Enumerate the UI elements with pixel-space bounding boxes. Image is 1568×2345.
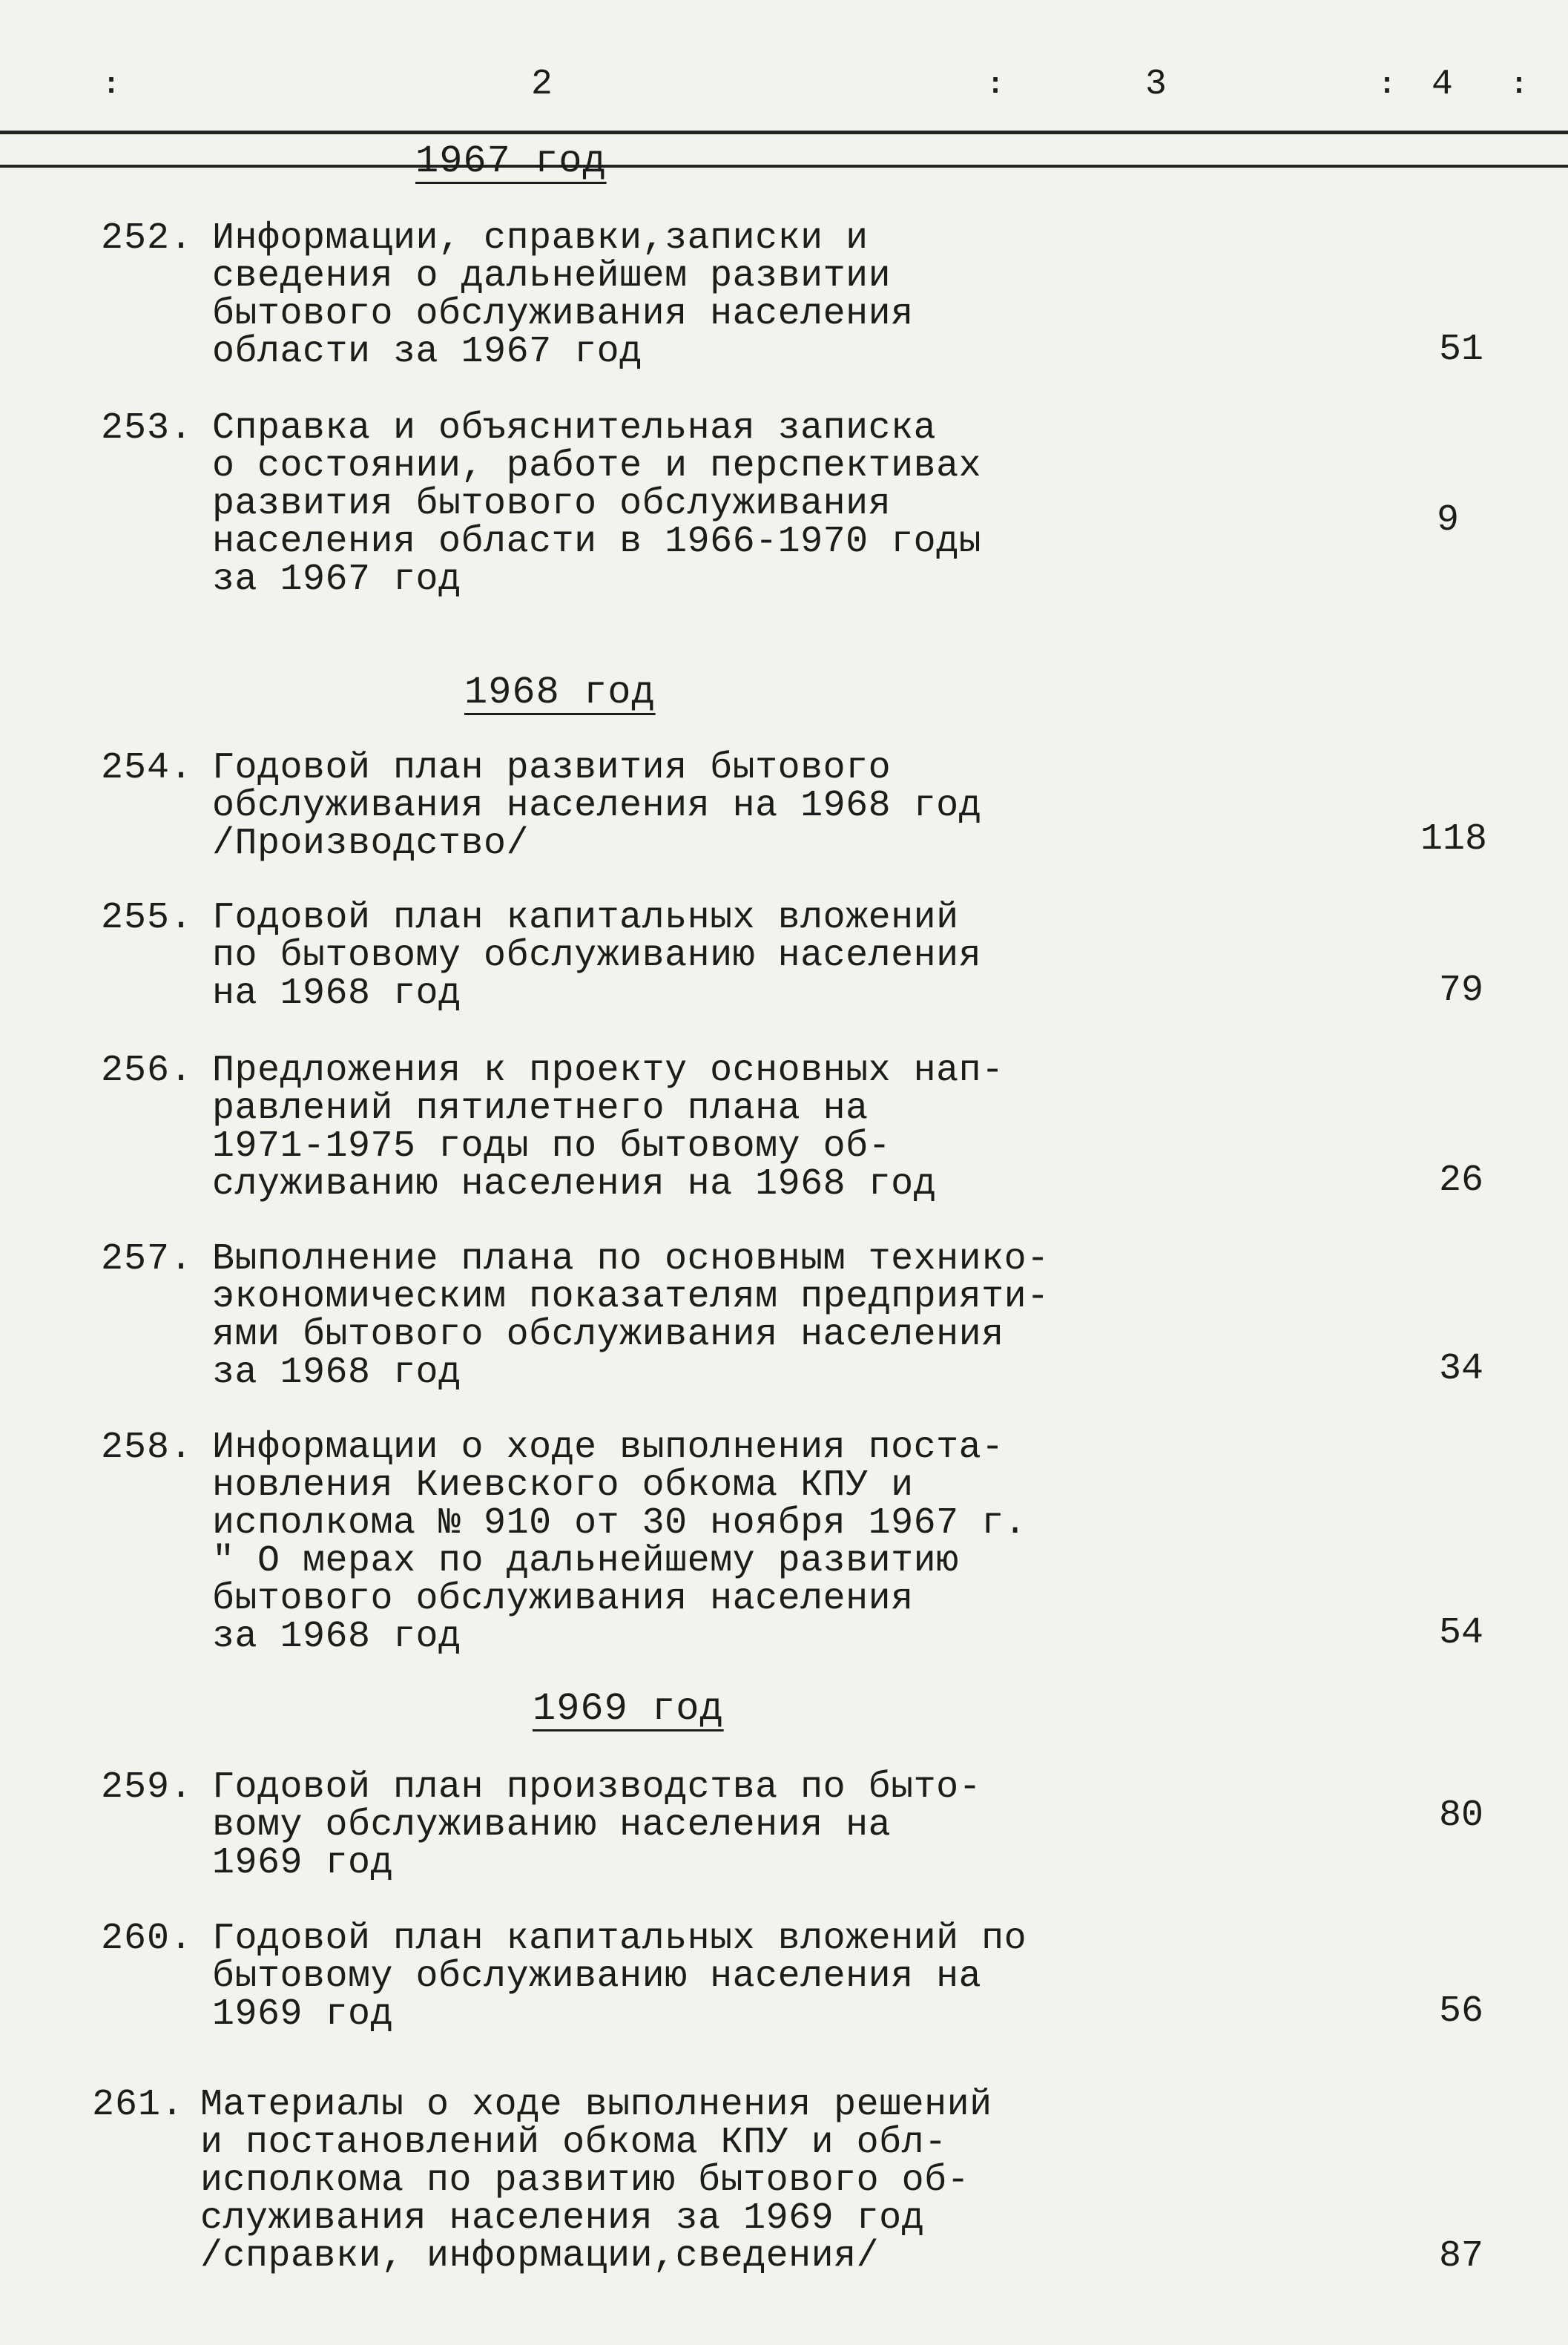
entry-page-count: 56 — [1438, 1990, 1483, 2033]
header-rule-top — [0, 131, 1568, 134]
entry-title-line: /Производство/ — [212, 823, 530, 865]
entry-title — [212, 749, 981, 863]
entry-title-line: новления Киевского обкома КПУ и — [212, 1464, 914, 1507]
entry-page-count: 79 — [1438, 970, 1483, 1012]
entry-title — [212, 1050, 1004, 1206]
entry-title-line: и постановлений обкома КПУ и обл- — [200, 2122, 947, 2164]
entry-number: 260. — [101, 1918, 194, 1960]
entry-title-line: за 1967 год — [212, 559, 461, 601]
entry-title-line: Предложения к проекту основных нап- — [212, 1050, 1004, 1092]
entry-number: 256. — [101, 1050, 194, 1092]
column-separator: : — [1510, 69, 1529, 102]
entry-title-line: Справка и объяснительная записка — [212, 407, 937, 450]
entry-title — [212, 407, 982, 601]
entry-page-count: 51 — [1438, 329, 1483, 371]
entry-number: 253. — [101, 407, 194, 450]
entry-title — [200, 2086, 992, 2275]
year-heading-1969: 1969 год — [533, 1687, 724, 1731]
entry-title-line: служиванию населения на 1968 год — [212, 1163, 937, 1206]
entry-title-line: за 1968 год — [212, 1616, 461, 1658]
entry-title-line: равлений пятилетнего плана на — [212, 1088, 869, 1130]
entry-title-line: 1969 год — [212, 1842, 394, 1884]
entry-title-line: Годовой план капитальных вложений — [212, 897, 959, 939]
entry-number: 259. — [101, 1766, 194, 1809]
entry-number: 261. — [92, 2084, 185, 2126]
year-heading-1968: 1968 год — [464, 671, 656, 714]
entry-title-line: бытовому обслуживанию населения на — [212, 1956, 982, 1998]
entry-title-line: ями бытового обслуживания населения — [212, 1314, 1004, 1356]
entry-title — [212, 217, 914, 373]
entry-title-line: Выполнение плана по основным технико- — [212, 1238, 1050, 1280]
entry-page-count: 87 — [1438, 2235, 1483, 2277]
entry-title-line: сведения о дальнейшем развитии — [212, 255, 892, 297]
entry-title — [212, 899, 981, 1013]
entry-title-line: Годовой план производства по быто- — [212, 1766, 982, 1809]
entry-title-line: экономическим показателям предприяти- — [212, 1276, 1050, 1318]
entry-title-line: Материалы о ходе выполнения решений — [200, 2084, 992, 2126]
entry-title-line: " О мерах по дальнейшему развитию — [212, 1540, 959, 1582]
column-number-2: 2 — [531, 65, 553, 105]
entry-title — [212, 1766, 982, 1884]
entry-title-line: бытового обслуживания населения — [212, 1578, 914, 1620]
column-number-4: 4 — [1432, 65, 1453, 105]
entry-title-line: по бытовому обслуживанию населения — [212, 935, 982, 977]
entry-title — [212, 1918, 1027, 2036]
column-header-band — [0, 62, 1568, 108]
entry-title-line: области за 1967 год — [212, 331, 642, 373]
header-rule-bottom — [0, 165, 1568, 168]
entry-title-line: служивания населения за 1969 год — [200, 2197, 925, 2240]
column-separator: : — [986, 69, 1005, 102]
entry-page-count: 26 — [1438, 1160, 1483, 1202]
year-heading-1967: 1967 год — [415, 139, 607, 183]
entry-number: 257. — [101, 1238, 194, 1280]
entry-title-line: вому обслуживанию населения на — [212, 1804, 892, 1846]
entry-title-line: за 1968 год — [212, 1352, 461, 1394]
entry-title-line: о состоянии, работе и перспективах — [212, 445, 982, 487]
entry-number: 258. — [101, 1427, 194, 1469]
entry-page-count: 80 — [1438, 1795, 1483, 1837]
entry-title-line: исполкома № 910 от 30 ноября 1967 г. — [212, 1502, 1027, 1545]
entry-title-line: 1969 год — [212, 1993, 394, 2036]
column-separator: : — [1378, 69, 1397, 102]
entry-title-line: /справки, информации,сведения/ — [200, 2235, 880, 2277]
entry-page-count: 34 — [1438, 1348, 1483, 1390]
entry-title — [212, 1429, 1027, 1656]
entry-title-line: Годовой план развития бытового — [212, 747, 892, 789]
entry-number: 255. — [101, 897, 194, 939]
entry-number: 254. — [101, 747, 194, 789]
entry-title-line: 1971-1975 годы по бытовому об- — [212, 1125, 892, 1168]
entry-title-line: исполкома по развитию бытового об- — [200, 2160, 970, 2202]
entry-number: 252. — [101, 217, 194, 260]
entry-title — [212, 1240, 1050, 1392]
entry-title-line: Годовой план капитальных вложений по — [212, 1918, 1027, 1960]
entry-page-count: 118 — [1420, 818, 1487, 861]
entry-title-line: Информации, справки,записки и — [212, 217, 869, 260]
entry-page-count: 54 — [1438, 1612, 1483, 1654]
entry-title-line: бытового обслуживания населения — [212, 293, 914, 335]
column-separator: : — [102, 69, 121, 102]
entry-title-line: на 1968 год — [212, 973, 461, 1015]
column-number-3: 3 — [1145, 65, 1167, 105]
entry-title-line: Информации о ходе выполнения поста- — [212, 1427, 1004, 1469]
entry-title-line: развития бытового обслуживания — [212, 483, 892, 525]
entry-page-count: 9 — [1436, 499, 1459, 542]
entry-title-line: обслуживания населения на 1968 год — [212, 785, 982, 827]
entry-title-line: населения области в 1966-1970 годы — [212, 521, 982, 563]
